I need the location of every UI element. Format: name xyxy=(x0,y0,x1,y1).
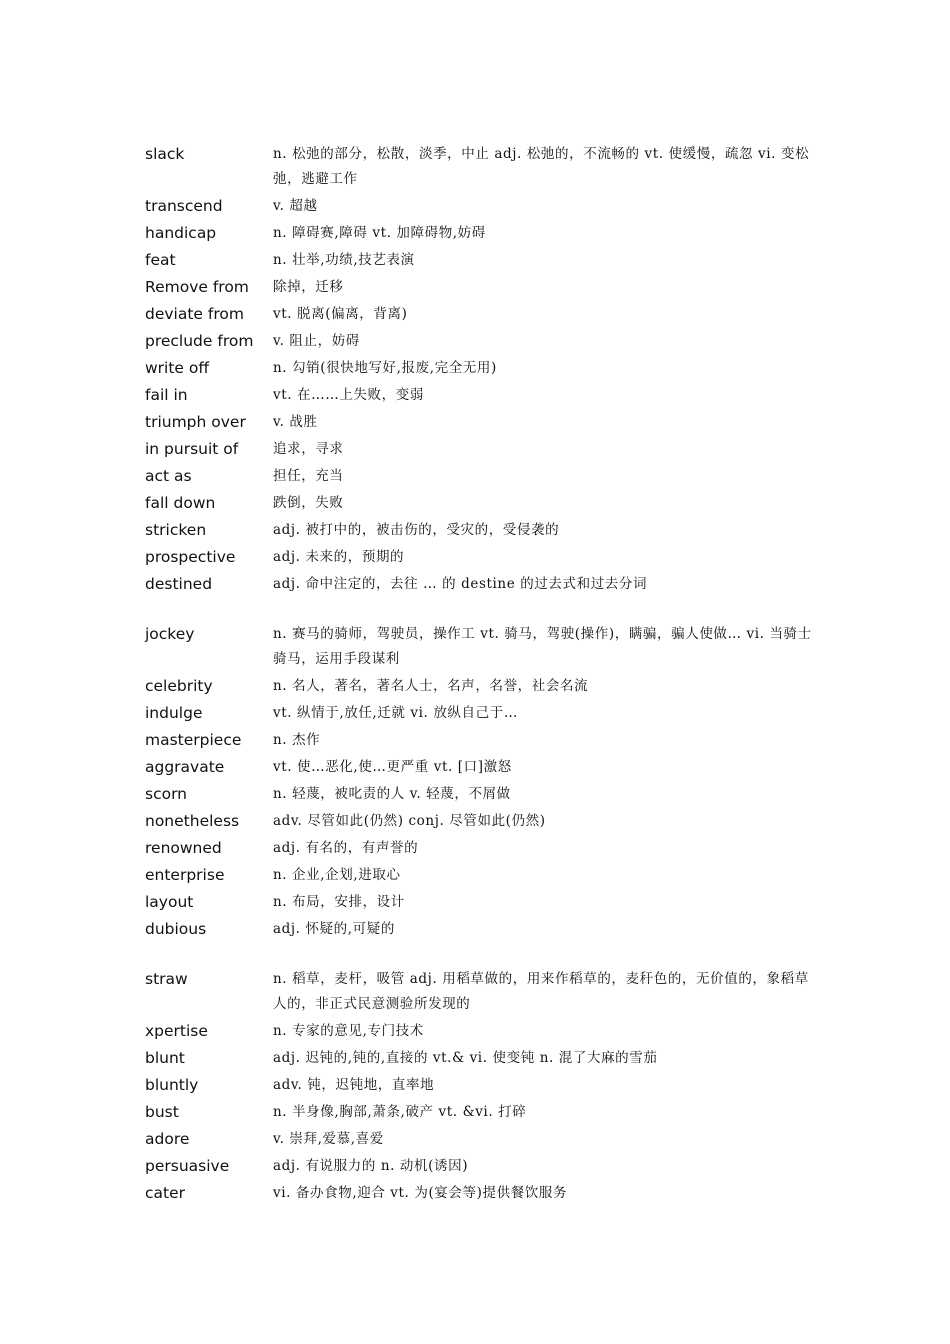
vocab-entry xyxy=(145,518,815,543)
vocab-term: triumph over xyxy=(145,413,246,431)
vocab-definition: 跌倒，失败 xyxy=(273,495,344,511)
vocab-entry xyxy=(145,1046,815,1071)
vocab-entry xyxy=(145,275,815,300)
vocab-term: nonetheless xyxy=(145,812,240,830)
vocab-group xyxy=(145,967,815,1206)
vocab-definition: v. 崇拜,爱慕,喜爱 xyxy=(273,1131,384,1147)
vocab-term: renowned xyxy=(145,839,222,857)
vocab-entry xyxy=(145,863,815,888)
vocab-definition: n. 布局，安排，设计 xyxy=(273,894,405,910)
vocab-term: scorn xyxy=(145,785,188,803)
vocab-definition: vt. 脱离(偏离，背离) xyxy=(273,306,408,322)
vocab-entry xyxy=(145,248,815,273)
vocab-entry xyxy=(145,329,815,354)
vocab-term: jockey xyxy=(145,625,195,643)
vocab-entry xyxy=(145,545,815,570)
vocab-definition: 追求，寻求 xyxy=(273,441,344,457)
vocab-definition: v. 阻止，妨碍 xyxy=(273,333,360,349)
vocab-definition: n. 勾销(很快地写好,报废,完全无用) xyxy=(273,360,497,376)
vocab-definition: n. 稻草，麦杆，吸管 adj. 用稻草做的，用来作稻草的，麦秆色的，无价值的，象稻草人的，非正式民意测验所发现的 xyxy=(273,971,809,1012)
vocab-definition: adj. 被打中的，被击伤的，受灾的，受侵袭的 xyxy=(273,522,560,538)
vocab-definition: adj. 未来的，预期的 xyxy=(273,549,405,565)
vocab-entry xyxy=(145,221,815,246)
vocab-definition: 担任，充当 xyxy=(273,468,344,484)
vocab-entry xyxy=(145,809,815,834)
vocab-definition: adv. 尽管如此(仍然) conj. 尽管如此(仍然) xyxy=(273,813,546,829)
vocab-definition: n. 专家的意见,专门技术 xyxy=(273,1023,424,1039)
vocab-definition: vi. 备办食物,迎合 vt. 为(宴会等)提供餐饮服务 xyxy=(273,1185,568,1201)
vocab-term: masterpiece xyxy=(145,731,242,749)
vocab-entry xyxy=(145,1073,815,1098)
vocab-entry xyxy=(145,701,815,726)
vocab-definition: 除掉，迁移 xyxy=(273,279,344,295)
vocab-definition: n. 名人，著名，著名人士，名声，名誉，社会名流 xyxy=(273,678,589,694)
vocab-entry xyxy=(145,782,815,807)
vocab-term: write off xyxy=(145,359,210,377)
vocab-term: straw xyxy=(145,970,188,988)
vocab-entry xyxy=(145,194,815,219)
vocab-entry xyxy=(145,622,815,672)
vocab-term: fall down xyxy=(145,494,216,512)
vocab-definition: n. 半身像,胸部,萧条,破产 vt. &vi. 打碎 xyxy=(273,1104,527,1120)
vocab-definition: n. 轻蔑，被叱责的人 v. 轻蔑，不屑做 xyxy=(273,786,511,802)
vocab-entry xyxy=(145,674,815,699)
vocab-entry xyxy=(145,437,815,462)
vocab-term: persuasive xyxy=(145,1157,230,1175)
vocab-term: indulge xyxy=(145,704,203,722)
vocab-term: layout xyxy=(145,893,194,911)
vocab-definition: n. 企业,企划,进取心 xyxy=(273,867,401,883)
vocab-entry xyxy=(145,356,815,381)
vocab-term: bust xyxy=(145,1103,179,1121)
vocab-term: in pursuit of xyxy=(145,440,239,458)
vocab-term: prospective xyxy=(145,548,236,566)
vocab-term: cater xyxy=(145,1184,186,1202)
vocab-term: stricken xyxy=(145,521,207,539)
vocab-entry xyxy=(145,917,815,942)
vocab-term: xpertise xyxy=(145,1022,208,1040)
vocab-entry xyxy=(145,1127,815,1152)
vocab-term: preclude from xyxy=(145,332,254,350)
vocab-term: bluntly xyxy=(145,1076,199,1094)
vocab-definition: adj. 怀疑的,可疑的 xyxy=(273,921,395,937)
vocab-term: adore xyxy=(145,1130,190,1148)
vocab-entry xyxy=(145,967,815,1017)
vocab-entry xyxy=(145,491,815,516)
vocab-entry xyxy=(145,572,815,597)
vocab-entry xyxy=(145,383,815,408)
vocab-term: slack xyxy=(145,145,185,163)
vocab-entry xyxy=(145,464,815,489)
vocab-definition: vt. 使…恶化,使…更严重 vt. [口]激怒 xyxy=(273,759,512,775)
vocab-definition: n. 障碍赛,障碍 vt. 加障碍物,妨碍 xyxy=(273,225,486,241)
vocab-term: blunt xyxy=(145,1049,185,1067)
vocab-definition: n. 壮举,功绩,技艺表演 xyxy=(273,252,415,268)
vocab-term: feat xyxy=(145,251,176,269)
vocab-definition: n. 松弛的部分，松散，淡季，中止 adj. 松弛的，不流畅的 vt. 使缓慢，疏忽 vi. 变松弛，逃避工作 xyxy=(273,146,810,187)
vocab-term: dubious xyxy=(145,920,207,938)
vocab-entry xyxy=(145,410,815,435)
vocab-term: deviate from xyxy=(145,305,244,323)
vocab-term: celebrity xyxy=(145,677,213,695)
vocab-entry xyxy=(145,1100,815,1125)
vocab-definition: adj. 命中注定的，去往 … 的 destine 的过去式和过去分词 xyxy=(273,576,648,592)
vocab-definition: adv. 钝，迟钝地，直率地 xyxy=(273,1077,435,1093)
vocab-definition: v. 战胜 xyxy=(273,414,318,430)
vocab-term: act as xyxy=(145,467,192,485)
vocab-entry xyxy=(145,890,815,915)
vocab-term: handicap xyxy=(145,224,217,242)
vocab-definition: vt. 在……上失败，变弱 xyxy=(273,387,424,403)
vocabulary-list xyxy=(145,142,815,1208)
vocab-definition: n. 杰作 xyxy=(273,732,321,748)
vocab-definition: vt. 纵情于,放任,迁就 vi. 放纵自己于… xyxy=(273,705,518,721)
vocab-definition: v. 超越 xyxy=(273,198,318,214)
vocab-entry xyxy=(145,728,815,753)
vocab-term: fail in xyxy=(145,386,188,404)
vocab-entry xyxy=(145,1019,815,1044)
vocab-entry xyxy=(145,836,815,861)
vocab-entry xyxy=(145,142,815,192)
vocab-entry xyxy=(145,1154,815,1179)
vocab-group xyxy=(145,142,815,597)
vocab-entry xyxy=(145,1181,815,1206)
vocab-definition: n. 赛马的骑师，驾驶员，操作工 vt. 骑马，驾驶(操作)，瞒骗，骗人使做… vi. 当骑士骑马，运用手段谋利 xyxy=(273,626,812,667)
vocab-definition: adj. 迟钝的,钝的,直接的 vt.& vi. 使变钝 n. 混了大麻的雪茄 xyxy=(273,1050,658,1066)
vocab-entry xyxy=(145,755,815,780)
vocab-term: enterprise xyxy=(145,866,225,884)
vocab-definition: adj. 有说服力的 n. 动机(诱因) xyxy=(273,1158,469,1174)
vocab-term: aggravate xyxy=(145,758,225,776)
vocab-term: destined xyxy=(145,575,213,593)
vocab-group xyxy=(145,622,815,942)
vocab-term: Remove from xyxy=(145,278,249,296)
vocab-term: transcend xyxy=(145,197,223,215)
vocab-definition: adj. 有名的，有声誉的 xyxy=(273,840,419,856)
vocab-entry xyxy=(145,302,815,327)
